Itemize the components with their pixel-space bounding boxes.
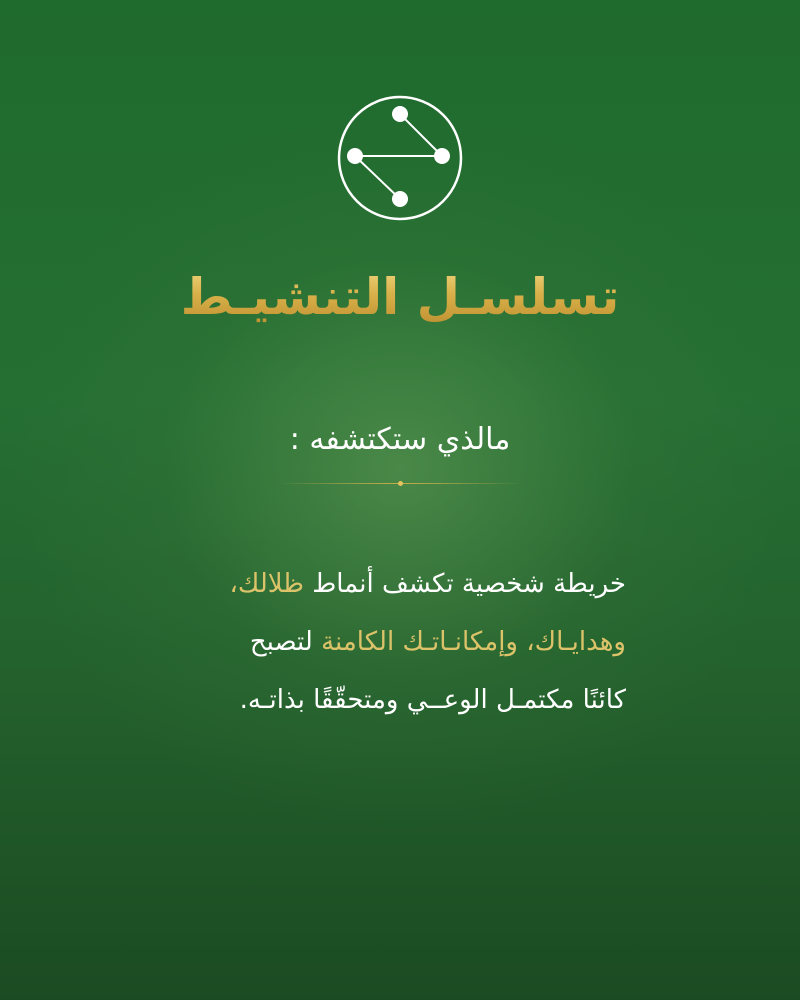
- section-subtitle: مالذي ستكتشفه :: [289, 422, 511, 457]
- description-line-2-text: لتصبح: [249, 627, 322, 657]
- network-nodes-icon: [337, 95, 463, 221]
- page-title: تسلسـل التنشيـط: [0, 262, 800, 332]
- description-line-2: [150, 613, 626, 671]
- highlight-shadows: ظلالك،: [229, 569, 304, 599]
- divider-dot: [398, 481, 403, 486]
- highlight-gifts-potentials: وهدايـاك، وإمكانـاتـك الكامنة: [321, 627, 626, 657]
- description-line-3: كائنًا مكتمـل الوعــي ومتحقّقًا بذاتـه.: [239, 685, 626, 715]
- description-line-1-text: خريطة شخصية تكشف أنماط: [303, 569, 626, 599]
- description-paragraph: [150, 555, 626, 729]
- ornamental-divider: [278, 483, 522, 485]
- description-line-1: [150, 555, 626, 613]
